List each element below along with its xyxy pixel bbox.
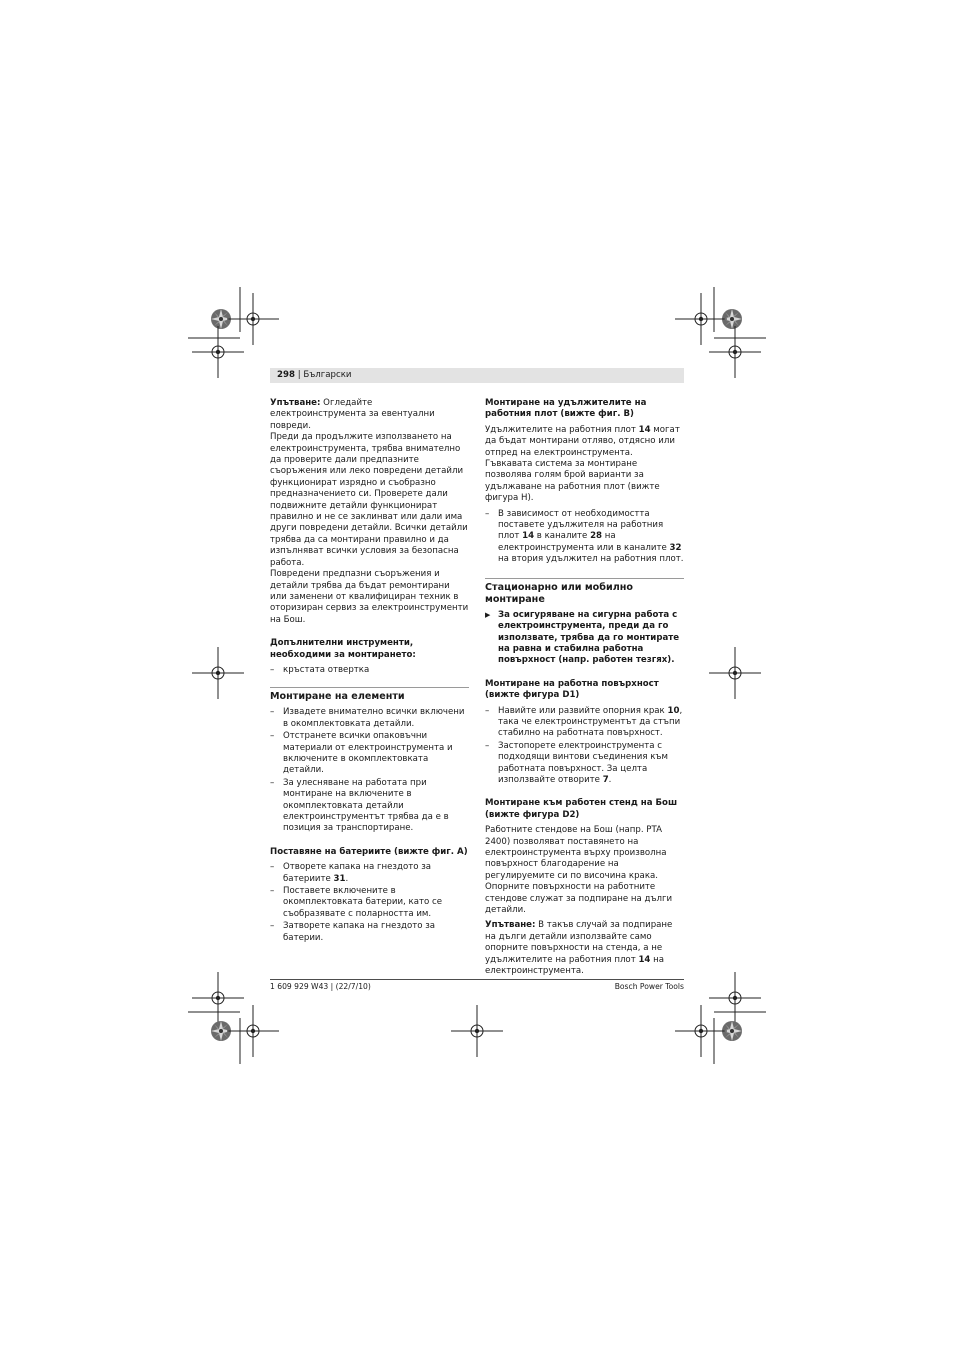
stand-heading: Монтиране към работен стенд на Бош (вижте фигура D2): [485, 798, 678, 820]
right-column: [485, 398, 684, 977]
list-item: – кръстата отвертка: [270, 665, 469, 676]
footer-brand: Bosch Power Tools: [614, 982, 684, 991]
paragraph: Работните стендове на Бош (напр. PTA 2400) позволяват поставянето на електроинструмента върху произволна повърхност благодарение на регулируемите си по височина крака. Опорните повърхности на работните стендове служат за подпиране на дълги детайли.: [485, 825, 673, 916]
paragraph: Гъвкавата система за монтиране позволява голям брой варианти за удължаване на работния плот (вижте фигура H).: [485, 459, 660, 504]
paragraph: Преди да продължите използването на електроинструмента, трябва внимателно да проверите дали предпазните съоръжения или леко повредени детайли функционират изрядно и съобразно предназначението си. Проверете дали подвижните детайли функционират правилно и не се заклинват или дали има други повредени детайли. Всички детайли трябва да са монтирани правилно и да изпълняват всички условия за безопасна работа.: [270, 432, 468, 568]
page-number: 298: [277, 370, 295, 380]
warning-label: Упътване:: [270, 398, 321, 408]
list-item: – Затворете капака на гнездото за батерии.: [270, 921, 469, 944]
paragraph: Повредени предпазни съоръжения и детайли трябва да бъдат ремонтирани или заменени от квалифициран техник в оторизиран сервиз за електроинструменти на Бош.: [270, 569, 469, 625]
warning-paragraph: Упътване: В такъв случай за подпиране на дълги детайли използвайте само опорните повърхности на стенда, а не удължителите на работния плот 14 на електроинструмента.: [485, 920, 673, 977]
list-item: – Поставете включените в окомплектовката батерии, като се съобразявате с поларността им.: [270, 886, 469, 920]
footer-divider: [270, 979, 684, 980]
footer-doc-code: 1 609 929 W43 | (22/7/10): [270, 982, 371, 991]
list-item: – Навийте или развийте опорния крак 10, така че електроинструментът да стъпи стабилно на работната повърхност.: [485, 706, 684, 740]
language-label: | Български: [297, 370, 352, 380]
list-item: – Застопорете електроинструмента с подходящи винтови съединения към работната повърхност. За целта използвайте отворите 7.: [485, 741, 684, 787]
list-item: – Извадете внимателно всички включени в окомплектовката детайли.: [270, 707, 469, 730]
list-item: – Отстранете всички опаковъчни материали от електроинструмента и включените в окомплектовката детайли.: [270, 731, 469, 777]
extensions-heading: Монтиране на удължителите на работния плот (вижте фиг. B): [485, 398, 647, 420]
stationary-heading: Стационарно или мобилно монтиране: [485, 578, 684, 606]
list-item: – За улесняване на работата при монтиране на включените в окомплектовката детайли електроинструментът трябва да е в позиция за транспортиране.: [270, 778, 469, 835]
warning-paragraph: Упътване: Огледайте електроинструмента за евентуални повреди.: [270, 398, 435, 431]
batteries-heading: Поставяне на батериите (вижте фиг. А): [270, 846, 468, 857]
list-item: – Отворете капака на гнездото за батериите 31.: [270, 862, 469, 885]
tools-heading: Допълнителни инструменти, необходими за монтирането:: [270, 638, 416, 660]
page-header: [270, 368, 684, 383]
left-column: [270, 398, 469, 944]
warning-item: ▶ За осигуряване на сигурна работа с електроинструмента, преди да го използвате, трябва да го монтирате на равна и стабилна работна повърхност (напр. работен тезгях).: [485, 610, 684, 667]
paragraph: Удължителите на работния плот 14 могат да бъдат монтирани отляво, отдясно или отпред на електроинструмента.: [485, 424, 680, 458]
assembly-heading: Монтиране на елементи: [270, 687, 469, 703]
surface-heading: Монтиране на работна повърхност (вижте фигура D1): [485, 678, 659, 701]
list-item: – В зависимост от необходимостта поставете удължителя на работния плот 14 в каналите 28 на електроинструмента или в каналите 32 на втория удължител на работния плот.: [485, 509, 684, 566]
